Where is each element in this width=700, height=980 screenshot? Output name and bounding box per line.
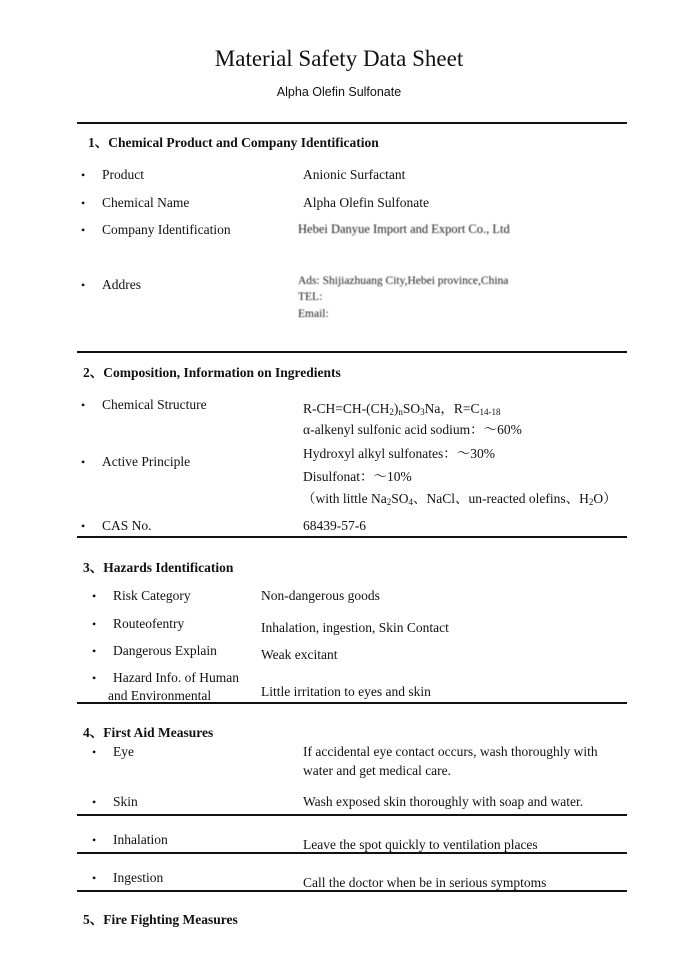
eye-label: Eye [113, 744, 134, 759]
bullet-icon: • [92, 745, 97, 759]
bullet-icon: • [92, 833, 97, 847]
section-3-heading: 3、Hazards Identification [83, 560, 234, 575]
hazard-info-value: Little irritation to eyes and skin [261, 684, 431, 699]
section-divider [77, 536, 627, 538]
bullet-icon: • [81, 278, 86, 292]
bullet-icon: • [81, 223, 86, 237]
chemical-structure-formula: $R-CH=CH-(CH_2)_nSO_3Na$，$R=C_{14-18}$ [303, 401, 501, 417]
company-value: Hebei Danyue Import and Export Co., Ltd [298, 222, 510, 236]
eye-value: water and get medical care. [303, 763, 452, 778]
bullet-icon: • [81, 168, 86, 182]
address-line: Ads: Shijiazhuang City,Hebei province,China [298, 275, 509, 287]
risk-category-label: Risk Category [113, 588, 191, 603]
section-1-heading: 1、Chemical Product and Company Identification [88, 135, 379, 150]
section-5-heading: 5、Fire Fighting Measures [83, 912, 238, 927]
product-value: Anionic Surfactant [303, 167, 406, 182]
chemical-structure-label: Chemical Structure [102, 397, 207, 412]
section-divider [77, 852, 627, 854]
company-label: Company Identification [102, 222, 231, 237]
chemical-name-label: Chemical Name [102, 195, 190, 210]
document-title: Material Safety Data Sheet [214, 46, 464, 71]
section-divider [77, 814, 627, 816]
dangerous-explain-value: Weak excitant [261, 647, 338, 662]
tel-line: TEL: [298, 291, 323, 303]
route-of-entry-value: Inhalation, ingestion, Skin Contact [261, 620, 449, 635]
chemical-name-value: Alpha Olefin Sulfonate [303, 195, 429, 210]
bullet-icon: • [81, 519, 86, 533]
bullet-icon: • [92, 589, 97, 603]
skin-label: Skin [113, 794, 138, 809]
dangerous-explain-label: Dangerous Explain [113, 643, 217, 658]
eye-value: If accidental eye contact occurs, wash thoroughly with [303, 744, 598, 759]
bullet-icon: • [92, 671, 97, 685]
active-principle-line: α-alkenyl sulfonic acid sodium：～60% [303, 422, 522, 437]
section-divider [77, 351, 627, 353]
bullet-icon: • [92, 644, 97, 658]
bullet-icon: • [92, 871, 97, 885]
inhalation-value: Leave the spot quickly to ventilation places [303, 837, 538, 852]
skin-value: Wash exposed skin thoroughly with soap and water. [303, 794, 584, 809]
active-principle-line: Hydroxyl alkyl sulfonates：～30% [303, 446, 495, 461]
active-principle-line: Disulfonat：～10% [303, 469, 412, 484]
bullet-icon: • [92, 617, 97, 631]
address-label: Addres [102, 277, 141, 292]
email-line: Email: [298, 308, 329, 320]
section-4-heading: 4、First Aid Measures [83, 725, 214, 740]
section-divider [77, 122, 627, 124]
active-principle-line: （with little $Na_2SO_4$、NaCl、un-reacted olefins、$H_2O$） [302, 491, 617, 507]
bullet-icon: • [81, 455, 86, 469]
section-divider [77, 702, 627, 704]
section-divider [77, 890, 627, 892]
ingestion-label: Ingestion [113, 870, 164, 885]
risk-category-value: Non-dangerous goods [261, 588, 380, 603]
active-principle-label: Active Principle [102, 454, 191, 469]
cas-value: 68439-57-6 [303, 518, 366, 533]
section-2-heading: 2、Composition, Information on Ingredients [83, 365, 341, 380]
product-label: Product [102, 167, 144, 182]
bullet-icon: • [81, 398, 86, 412]
document-subtitle: Alpha Olefin Sulfonate [276, 85, 402, 99]
inhalation-label: Inhalation [113, 832, 168, 847]
bullet-icon: • [92, 795, 97, 809]
route-of-entry-label: Routeofentry [113, 616, 185, 631]
cas-label: CAS No. [102, 518, 152, 533]
bullet-icon: • [81, 196, 86, 210]
hazard-info-label: Hazard Info. of Human [113, 670, 239, 685]
ingestion-value: Call the doctor when be in serious symptoms [303, 875, 547, 890]
hazard-info-label: and Environmental [108, 688, 212, 703]
